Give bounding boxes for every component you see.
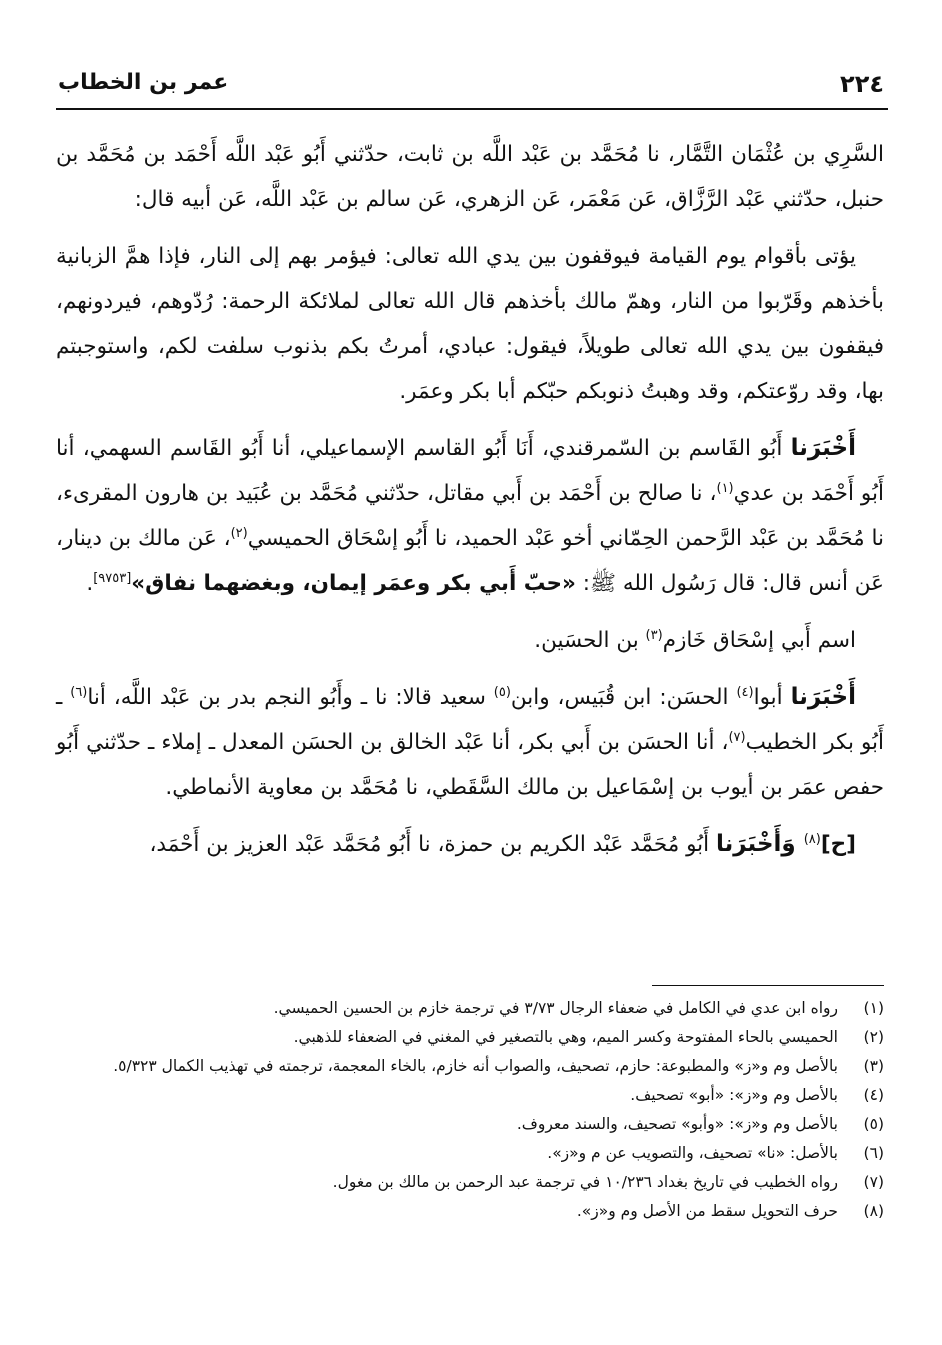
text-segment: أَبُو مُحَمَّد عَبْد الكريم بن حمزة، نا أَبُو مُحَمَّد عَبْد العزيز بن أَحْمَد، [149,832,716,857]
main-text [56,132,884,879]
footnote-number: (٢) [863,1028,884,1046]
footnote-text: بالأصل وم و«ز» والمطبوعة: حازم، تصحيف، والصواب أنه خازم، بالخاء المعجمة، ترجمته في تهذيب الكمال ٥/٣٢٣. [113,1057,838,1075]
text-segment: اسم أَبي إسْحَاق خَازم [662,628,856,653]
footnote-text: رواه الخطيب في تاريخ بغداد ١٠/٢٣٦ في ترجمة عبد الرحمن بن مالك بن مغول. [332,1173,838,1191]
footnote-reference: (١) [716,480,734,496]
lead-word: وَأَخْبَرَنا [715,831,804,857]
running-head [58,66,884,106]
lead-word: أَخْبَرَنا [790,684,856,710]
paragraph-akhbarana-2 [56,675,884,810]
text-segment: ، أنا الحسَن بن أَبي بكر، أنا عَبْد الخالق بن الحسَن المعدل ـ إملاء ـ حدّثني أَبُو حفص عمَر بن أيوب بن إسْمَاعيل بن مالك السَّقَطي، نا مُحَمَّد بن معاوية الأنماطي. [56,730,884,800]
footnote-reference: (٨) [803,831,821,847]
footnote-number: (٣) [863,1057,884,1075]
footnote-number: (١) [863,999,884,1017]
footnote [56,1139,884,1168]
hadith-number: [٩٧٥٣] [93,570,132,586]
footnote [56,1023,884,1052]
footnote [56,1110,884,1139]
footnote-text: رواه ابن عدي في الكامل في ضعفاء الرجال ٣/٧٣ في ترجمة خازم بن الحسين الحميسي. [273,999,838,1017]
text-segment: ، نا صالح بن أَحْمَد بن أَبي مقاتل، حدّثني مُحَمَّد بن عُبَيد بن هارون المقرىء، نا مُحَمَّد بن عَبْد الرَّحمن الحِمّاني أخو عَبْد الحميد، نا أَبُو إسْحَاق الحميسي [56,481,884,551]
footnote-reference: (٦) [70,684,88,700]
text-segment: أبوا [753,685,791,710]
header-divider [56,108,888,110]
footnote-reference: (٧) [728,729,746,745]
footnote-text: بالأصل وم و«ز»: «أبو» تصحيف. [630,1086,838,1104]
footnote-reference: (٣) [645,627,663,643]
text-segment: بن الحسَين. [534,628,646,653]
footnote-divider [652,985,884,986]
footnote-reference: (٤) [736,684,754,700]
tahwil-mark: [ح] [820,832,856,857]
text-segment: ـ أَبُو بكر الخطيب [56,685,885,755]
footnote-text: الحميسي بالحاء المفتوحة وكسر الميم، وهي بالتصغير في المغني في الضعفاء للذهبي. [293,1028,838,1046]
footnote-text: حرف التحويل سقط من الأصل وم و«ز». [576,1202,838,1220]
page-number: ٢٢٤ [840,70,884,98]
hadith-text: «حبّ أَبي بكر وعمَر إيمان، وبغضهما نفاق» [131,571,576,596]
footnote [56,1168,884,1197]
lead-word: أَخْبَرَنا [790,435,856,461]
paragraph-name-note [56,618,884,663]
footnote [56,1081,884,1110]
footnote-reference: (٢) [230,525,248,541]
text-segment: أَبُو القَاسم بن السّمرقندي، أَنَا أَبُو القاسم الإسماعيلي، أنا أَبُو القَاسم السهمي، أنا أَبُو أَحْمَد بن عدي [56,436,884,506]
book-title: عمر بن الخطاب [58,70,229,95]
text-segment: الحسَن: ابن قُبَيس، وابن [510,685,737,710]
paragraph-tahwil [56,822,884,867]
footnote-number: (٥) [863,1115,884,1133]
footnote-number: (٨) [863,1202,884,1220]
footnote-text: بالأصل وم و«ز»: «وأبو» تصحيف، والسند معروف. [516,1115,838,1133]
paragraph-isnad-continuation: السَّرِي بن عُثْمَان التَّمَّار، نا مُحَمَّد بن عَبْد اللَّه بن ثابت، حدّثني أَبُو عَبْد اللَّه أَحْمَد بن مُحَمَّد بن حنبل، حدّثني عَبْد الرَّزَّاق، عَن مَعْمَر، عَن الزهري، عَن سالم بن عَبْد اللَّه، عَن أبيه قال: [56,142,884,212]
footnote [56,1197,884,1226]
text-segment: سعيد قالا: نا ـ وأَبُو النجم بدر بن عَبْد اللَّه، أنا [87,685,494,710]
text-segment: . [86,571,94,596]
footnote [56,1052,884,1081]
footnote-text: بالأصل: «نا» تصحيف، والتصويب عن م و«ز». [547,1144,838,1162]
footnote-number: (٦) [863,1144,884,1162]
footnotes [56,994,884,1226]
paragraph-narration: يؤتى بأقوام يوم القيامة فيوقفون بين يدي الله تعالى: فيؤمر بهم إلى النار، فإذا همَّ الزبانية بأخذهم وقَرّبوا من النار، وهمّ مالك بأخذهم قال الله تعالى لملائكة الرحمة: رُدّوهم، فيردونهم، فيقفون بين يدي الله تعالى طويلاً، فيقول: عبادي، أمرتُ بكم بذنوب سلفت لكم، واستوجبتم بها، وقد روّعتكم، وقد وهبتُ ذنوبكم حبّكم أبا بكر وعمَر. [56,244,884,404]
footnote-reference: (٥) [493,684,511,700]
paragraph-akhbarana-1 [56,426,884,606]
text-segment: ، عَن مالك بن دينار، عَن أنس قال: قال رَسُول الله ﷺ: [56,526,884,596]
footnote-number: (٤) [863,1086,884,1104]
footnote [56,994,884,1023]
footnote-number: (٧) [863,1173,884,1191]
